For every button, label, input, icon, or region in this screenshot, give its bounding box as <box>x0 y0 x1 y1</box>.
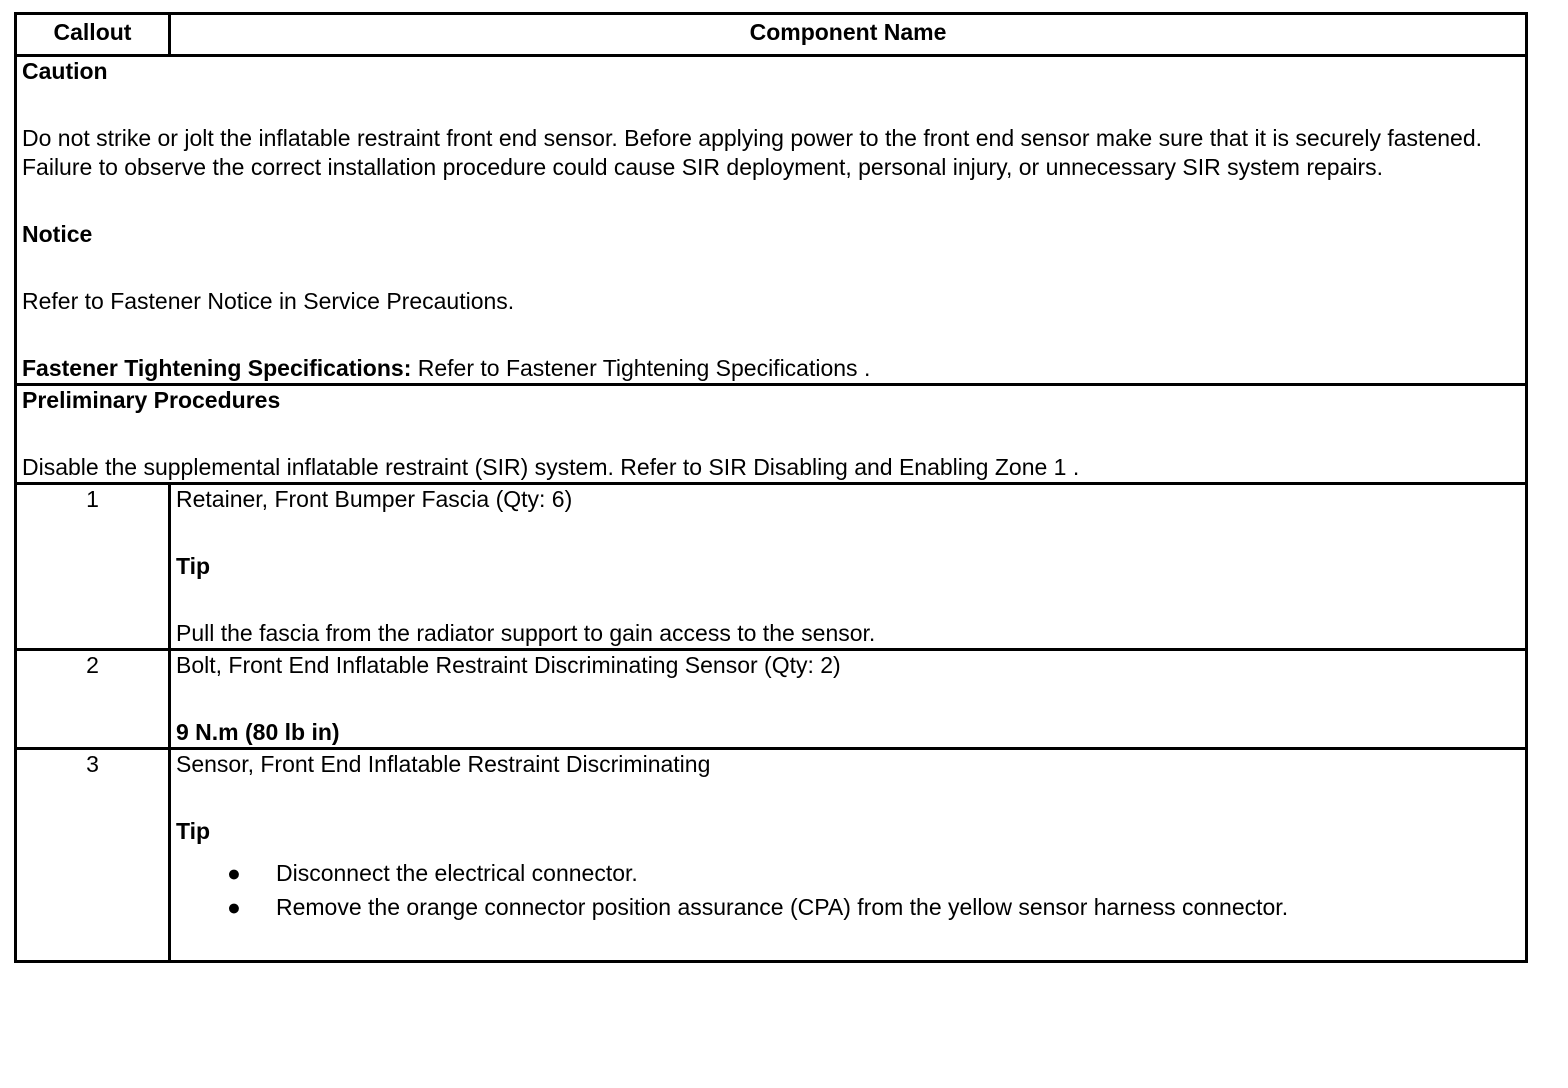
procedure-sheet <box>14 12 1528 963</box>
table-row <box>16 749 1527 962</box>
component-name: Retainer, Front Bumper Fascia (Qty: 6) <box>176 486 573 512</box>
procedure-table <box>14 12 1528 963</box>
tip-label: Tip <box>176 553 211 579</box>
table-row <box>16 484 1527 650</box>
component-name: Sensor, Front End Inflatable Restraint Discriminating <box>176 751 711 777</box>
component-cell <box>170 484 1527 650</box>
preliminary-title: Preliminary Procedures <box>22 387 281 413</box>
preliminary-text: Disable the supplemental inflatable restraint (SIR) system. Refer to SIR Disabling and Enabling Zone 1 . <box>22 454 1080 480</box>
component-cell <box>170 650 1527 749</box>
table-header-row <box>16 14 1527 56</box>
tip-bullet-list <box>176 856 1520 924</box>
bullet-icon: ● <box>227 860 241 886</box>
column-header-callout: Callout <box>16 14 170 56</box>
callout-number: 2 <box>16 650 170 749</box>
caution-title: Caution <box>22 58 108 84</box>
notice-title: Notice <box>22 221 93 247</box>
preliminary-row <box>16 385 1527 484</box>
callout-number: 3 <box>16 749 170 962</box>
list-item-text: Remove the orange connector position assurance (CPA) from the yellow sensor harness connector. <box>276 894 1289 920</box>
callout-number: 1 <box>16 484 170 650</box>
bullet-icon: ● <box>227 894 241 920</box>
table-row <box>16 650 1527 749</box>
component-cell <box>170 749 1527 962</box>
list-item <box>227 890 1520 924</box>
component-name: Bolt, Front End Inflatable Restraint Discriminating Sensor (Qty: 2) <box>176 652 841 678</box>
caution-cell <box>16 56 1527 385</box>
fastener-spec-text: Refer to Fastener Tightening Specifications . <box>411 355 871 381</box>
tip-label: Tip <box>176 818 211 844</box>
fastener-spec-line <box>22 354 1520 383</box>
tip-text: Pull the fascia from the radiator support to gain access to the sensor. <box>176 620 876 646</box>
preliminary-cell <box>16 385 1527 484</box>
caution-row <box>16 56 1527 385</box>
notice-text: Refer to Fastener Notice in Service Precautions. <box>22 288 515 314</box>
caution-text: Do not strike or jolt the inflatable restraint front end sensor. Before applying power to the front end sensor make sure that it is securely fastened. Failure to observe the correct installation procedure could cause SIR deployment, personal injury, or unnecessary SIR system repairs. <box>22 125 1483 180</box>
torque-spec: 9 N.m (80 lb in) <box>176 719 340 745</box>
list-item <box>227 856 1520 890</box>
column-header-component-name: Component Name <box>170 14 1527 56</box>
list-item-text: Disconnect the electrical connector. <box>276 860 638 886</box>
fastener-spec-label: Fastener Tightening Specifications: <box>22 355 412 381</box>
